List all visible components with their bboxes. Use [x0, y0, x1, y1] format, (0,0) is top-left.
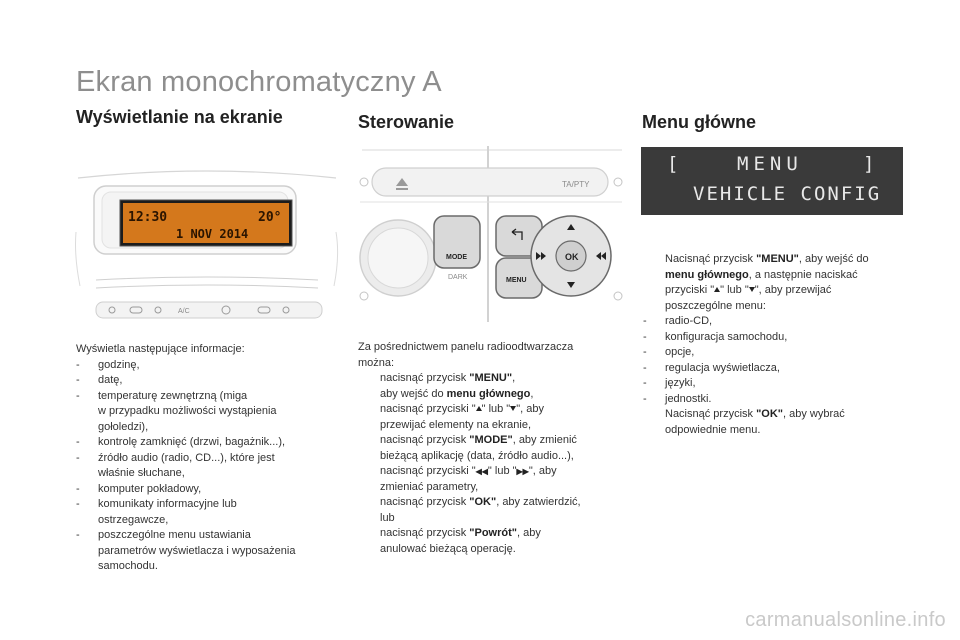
list-dash: - — [76, 436, 80, 448]
display-time: 12:30 — [128, 210, 168, 225]
section-title-main-menu: Menu główne — [642, 112, 756, 132]
ta-pty-label: TA/PTY — [562, 180, 590, 189]
display-info-item — [76, 373, 346, 389]
main-menu-option-label: języki, — [665, 377, 696, 389]
dashboard-display-illustration — [72, 160, 342, 332]
ok-button-label: OK — [565, 252, 579, 262]
main-menu-option-label: radio-CD, — [665, 315, 713, 327]
menu-button-label: MENU — [506, 277, 527, 284]
list-dash: - — [643, 330, 647, 343]
list-dash: - — [643, 377, 647, 389]
controls-item-ok: nacisnąć przycisk "OK", aby zatwierdzić, lub — [380, 496, 581, 524]
main-menu-option-label: regulacja wyświetlacza, — [665, 361, 780, 374]
lcd-menu-text: MENU — [737, 153, 803, 175]
controls-item-back: nacisnąć przycisk "Powrót", aby anulować bieżącą operację. — [380, 527, 541, 555]
display-info-item — [76, 451, 346, 482]
main-menu-text — [643, 252, 915, 438]
display-intro: Wyświetla następujące informacje: — [76, 343, 245, 355]
list-dash: - — [76, 451, 80, 464]
main-menu-option — [643, 376, 915, 392]
display-info-line: poszczególne menu ustawiania — [98, 529, 251, 541]
list-dash: - — [643, 392, 647, 405]
list-dash: - — [76, 374, 80, 386]
controls-intro-1: Za pośrednictwem panelu radioodtwarzacza — [358, 341, 574, 353]
main-menu-list — [643, 314, 915, 407]
display-info-text — [76, 342, 346, 575]
display-date: 1 NOV 2014 — [176, 227, 249, 241]
list-dash: - — [643, 346, 647, 358]
rewind-icon: ◀◀ — [475, 467, 488, 476]
display-temp: 20° — [258, 210, 282, 225]
dark-label: DARK — [448, 274, 468, 281]
display-info-line: godzinę, — [98, 358, 140, 371]
display-info-item — [76, 435, 346, 451]
display-info-line: kontrolę zamknięć (drzwi, bagażnik...), — [98, 436, 286, 448]
list-dash: - — [643, 315, 647, 327]
section-title-display: Wyświetlanie na ekranie — [76, 107, 283, 127]
controls-item-menu: nacisnąć przycisk "MENU", aby wejść do menu głównego, — [380, 372, 534, 400]
display-info-line: datę, — [98, 374, 123, 386]
list-dash: - — [76, 389, 80, 402]
controls-text — [358, 340, 630, 557]
display-info-item — [76, 528, 346, 575]
lcd-left-bracket: [ — [667, 153, 684, 175]
list-dash: - — [76, 498, 80, 510]
display-info-line: źródło audio (radio, CD...), które jest — [98, 451, 275, 464]
section-title-controls: Sterowanie — [358, 112, 455, 132]
watermark: carmanualsonline.info — [745, 609, 946, 631]
main-menu-option — [643, 330, 915, 346]
display-info-item — [76, 497, 346, 528]
list-dash: - — [76, 358, 80, 371]
ac-label: A/C — [178, 308, 190, 315]
display-info-line: komunikaty informacyjne lub — [98, 498, 237, 510]
main-menu-option-label: opcje, — [665, 346, 695, 358]
controls-item-updown: nacisnąć przyciski " " lub " ", aby przewijać elementy na ekranie, — [380, 403, 544, 431]
main-menu-item-ok: Nacisnąć przycisk "OK", aby wybrać odpowiednie menu. — [665, 408, 845, 436]
lcd-vehicle-config-text: VEHICLE CONFIG — [693, 183, 882, 205]
main-menu-option — [643, 345, 915, 361]
main-menu-option — [643, 361, 915, 377]
fast-forward-icon: ▶▶ — [516, 467, 529, 476]
display-info-line: samochodu. — [98, 560, 158, 572]
controls-item-mode: nacisnąć przycisk "MODE", aby zmienić bieżącą aplikację (data, źródło audio...), — [380, 434, 577, 462]
lcd-right-bracket: ] — [863, 153, 880, 175]
list-dash: - — [76, 529, 80, 541]
display-info-line: właśnie słuchane, — [98, 467, 185, 479]
display-info-line: parametrów wyświetlacza i wyposażenia — [98, 544, 296, 557]
controls-item-leftright: nacisnąć przyciski "◀◀" lub "▶▶", aby zmieniać parametry, — [380, 465, 557, 493]
main-menu-item-menu: Nacisnąć przycisk "MENU", aby wejść do menu głównego, a następnie naciskać przyciski " " lub " ", aby przewijać poszczególne menu: — [665, 253, 869, 312]
display-info-line: w przypadku możliwości wystąpienia — [98, 405, 277, 417]
display-info-line: komputer pokładowy, — [98, 482, 202, 495]
main-menu-option-label: konfiguracja samochodu, — [665, 330, 788, 343]
main-menu-option-label: jednostki. — [665, 392, 712, 405]
main-menu-option — [643, 314, 915, 330]
menu-lcd-display — [641, 147, 903, 215]
mode-button-label: MODE — [446, 254, 467, 261]
display-info-line: gołoledzi), — [98, 420, 149, 433]
display-info-list — [76, 358, 346, 575]
display-info-item — [76, 482, 346, 498]
list-dash: - — [643, 361, 647, 374]
display-info-item — [76, 389, 346, 436]
display-info-line: temperaturę zewnętrzną (miga — [98, 389, 248, 402]
controls-intro-2: można: — [358, 356, 395, 369]
display-info-item — [76, 358, 346, 374]
page-title: Ekran monochromatyczny A — [76, 66, 442, 98]
radio-panel-illustration — [356, 146, 626, 322]
display-info-line: ostrzegawcze, — [98, 513, 169, 526]
main-menu-option — [643, 392, 915, 408]
list-dash: - — [76, 482, 80, 495]
